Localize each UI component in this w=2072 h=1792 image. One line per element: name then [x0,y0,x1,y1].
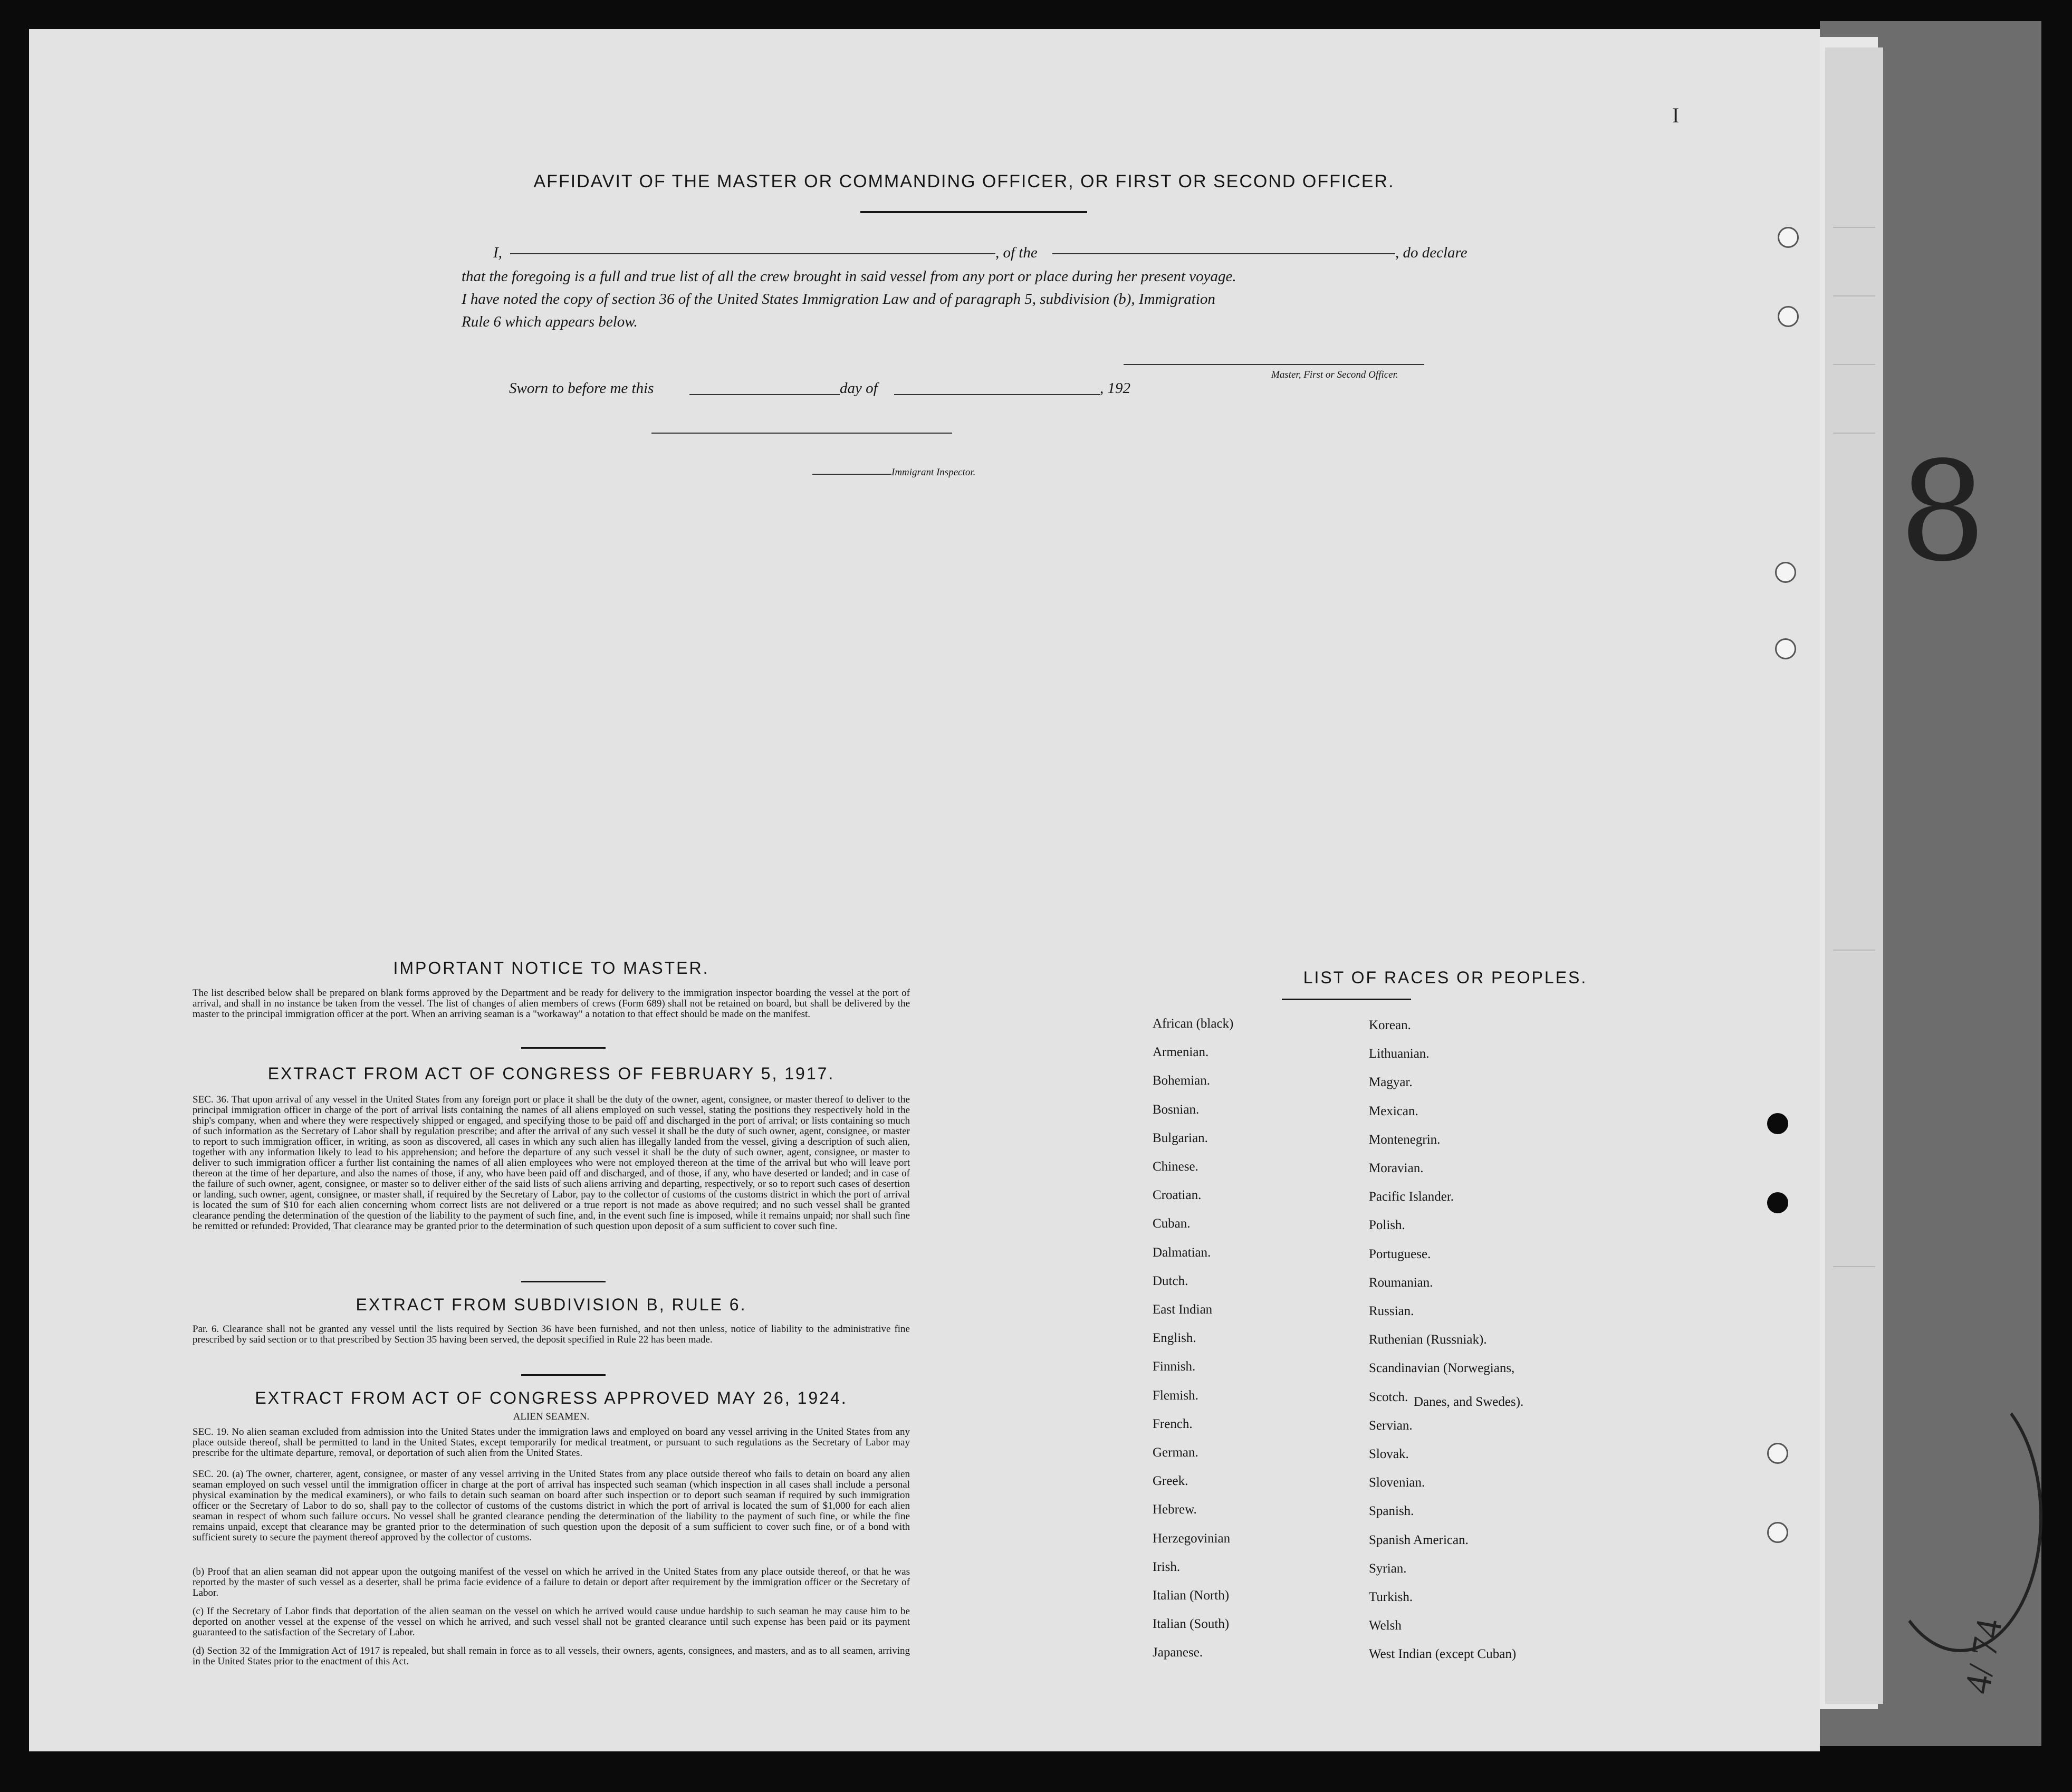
inspector-label: Immigrant Inspector. [891,467,976,478]
sworn-month-line[interactable] [894,394,1100,395]
race-item: Servian. [1369,1418,1413,1433]
master-signature-label: Master, First or Second Officer. [1271,369,1398,380]
section-rule [521,1281,606,1282]
ledger-rule [1833,227,1875,228]
race-item: Turkish. [1369,1590,1413,1604]
inspector-signature-line[interactable] [651,433,952,434]
race-item: Greek. [1153,1474,1188,1489]
punch-hole [1767,1522,1788,1543]
sworn-day-line[interactable] [689,394,840,395]
race-item: English. [1153,1331,1196,1346]
notice-title: IMPORTANT NOTICE TO MASTER. [393,959,709,978]
race-item: Syrian. [1369,1561,1407,1576]
vessel-field-line[interactable] [1052,253,1395,254]
affidavit-do-declare: , do declare [1395,244,1467,261]
punch-hole [1775,562,1796,583]
race-item: Ruthenian (Russniak). [1369,1333,1487,1347]
race-item: Scandinavian (Norwegians, [1369,1361,1515,1376]
races-title: LIST OF RACES OR PEOPLES. [1303,968,1588,987]
extract-rule6-title: EXTRACT FROM SUBDIVISION B, RULE 6. [356,1295,747,1314]
race-item: Bohemian. [1153,1074,1211,1088]
affidavit-i-label: I, [493,244,502,261]
ledger-rule [1833,1266,1875,1267]
punch-hole [1767,1443,1788,1464]
race-item: Lithuanian. [1369,1047,1430,1061]
race-item: Slovenian. [1369,1475,1425,1490]
punch-hole [1778,306,1799,327]
race-item: Moravian. [1369,1161,1424,1175]
race-item: Hebrew. [1153,1502,1197,1517]
race-item: Japanese. [1153,1645,1203,1660]
handwritten-note: 4/ 74 [1957,1616,2010,1697]
ledger-rule [1833,950,1875,951]
extract-1917-title: EXTRACT FROM ACT OF CONGRESS OF FEBRUARY 5, 1917. [267,1064,835,1083]
handwritten-page-number: 8 [1899,433,1987,592]
inspector-name-line[interactable] [812,474,891,475]
document-page [29,29,1820,1751]
race-item: Dutch. [1153,1273,1188,1288]
extract-1917-text: SEC. 36. That upon arrival of any vessel in the United States from any foreign port or place it shall be the duty of the owner, agent, consignee, or master thereof to deliver to the principal immigration officer in charge of the port of arrival lists containing the names of all aliens employed on such vessel, stating the positions they respectively hold in the ship's company, when and where they were respectively shipped or engaged, and specifying those to be paid off and discharged in the port of arrival; or lists containing so much of such information as the Secretary of Labor shall by regulation prescribe; and after the arrival of any such vessel it shall be the duty of such owner, agent, consignee, or master to report to such immigration officer, in writing, as soon as discovered, all cases in which any such alien has illegally landed from the vessel, giving a description of such alien, together with any information likely to lead to his apprehension; and before the departure of any such vessel it shall be the duty of such owner, agent, consignee, or master to deliver to such immigration officer a further list containing the names of all alien employees who were not employed thereon at the time of the arrival but who will leave port thereon at the time of her departure, and also the names of those, if any, who have been paid off and discharged, and of those, if any, who have deserted or landed; and in case of the failure of such owner, agent, consignee, or master so to deliver either of the said lists of such aliens arriving and departing, respectively, or so to report such cases of desertion or landing, such owner, agent, consignee, or master shall, if required by the Secretary of Labor, pay to the collector of customs of the customs district in which the port of arrival is located the sum of $10 for each alien concerning whom correct lists are not delivered or a true report is not made as above required; and no such vessel shall be granted clearance pending the determination of the question of the liability to the payment of such fine, and, in the event such fine is imposed, while it remains unpaid; nor shall such fine be remitted or refunded: Provided, That clearance may be granted prior to the determination of such question upon deposit of a sum sufficient to cover such fine. [193,1094,910,1232]
race-item: Herzegovinian [1153,1531,1231,1546]
race-item: Croatian. [1153,1188,1202,1203]
race-item: Cuban. [1153,1216,1191,1231]
race-item: Slovak. [1369,1447,1409,1461]
sec-20d-text: (d) Section 32 of the Immigration Act of 1917 is repealed, but shall remain in force as to all vessels, their owners, agents, consignees, and masters, and as to all seamen, arriving in the United States prior to the enactment of this Act. [193,1645,910,1667]
race-item: Korean. [1369,1018,1411,1032]
affidavit-of-the: , of the [995,244,1038,261]
race-item: West Indian (except Cuban) [1369,1647,1517,1662]
name-field-line[interactable] [510,253,995,254]
affidavit-line-4: Rule 6 which appears below. [462,313,638,330]
race-item: Portuguese. [1369,1247,1431,1261]
race-item: Scotch. [1369,1389,1408,1404]
race-item: Dalmatian. [1153,1245,1211,1260]
race-item: Roumanian. [1369,1275,1433,1290]
sec-20c-text: (c) If the Secretary of Labor finds that deportation of the alien seaman on the vessel on which he arrived would cause undue hardship to such seaman he may cause him to be deported on another vessel at the expense of the vessel on which he arrived, and such vessel shall not be granted clearance until such expense has been paid or its payment guaranteed to the satisfaction of the Secretary of Labor. [193,1606,910,1638]
race-item: Spanish American. [1369,1532,1469,1547]
punch-hole [1767,1192,1788,1213]
notice-text: The list described below shall be prepared on blank forms approved by the Department and be ready for delivery to the immigration inspector boarding the vessel at the port of arrival, and shall in no instance be taken from the vessel. The list of changes of alien members of crews (Form 689) shall not be retained on board, but shall be delivered by the master to the principal immigration officer at the port. When an arriving seaman is a "workaway" a notation to that effect should be made on the manifest. [193,988,910,1020]
race-item: French. [1153,1416,1193,1431]
race-item: Mexican. [1369,1104,1418,1118]
title-rule [860,211,1087,213]
affidavit-line-2: that the foregoing is a full and true list of all the crew brought in said vessel from any port or place during her present voyage. [462,268,1236,285]
race-item: Italian (North) [1153,1588,1230,1603]
section-rule [521,1374,606,1376]
sec-20a-text: SEC. 20. (a) The owner, charterer, agent, consignee, or master of any vessel arriving in the United States from any place outside thereof who fails to detain on board any alien seaman employed on such vessel until the immigration officer in charge at the port of arrival has inspected such seaman (which inspection in all cases shall include a personal physical examination by the medical examiners), or who fails to detain such seaman on board after such inspection or to deport such seaman if required by such immigration officer or the Secretary of Labor to do so, shall pay to the collector of customs of the customs district in which the port of arrival is located the sum of $1,000 for each alien seaman in respect of whom such failure occurs. No vessel shall be granted clearance pending the determination of the liability to the payment of such fine, or while the fine remains unpaid, except that clearance may be granted prior to the determination of such question upon the deposit of a sum sufficient to cover such fine, or of a bond with sufficient surety to secure the payment thereof approved by the collector of customs. [193,1469,910,1543]
alien-seamen-subtitle: ALIEN SEAMEN. [513,1411,590,1422]
race-item: Pacific Islander. [1369,1190,1454,1204]
ledger-rule [1833,433,1875,434]
race-item: African (black) [1153,1017,1234,1031]
race-item: East Indian [1153,1302,1213,1317]
race-item: Spanish. [1369,1504,1414,1519]
race-item: Bulgarian. [1153,1130,1208,1145]
extract-1924-title: EXTRACT FROM ACT OF CONGRESS APPROVED MAY 26, 1924. [255,1388,848,1407]
day-of-label: day of [840,380,878,397]
affidavit-line-3: I have noted the copy of section 36 of the United States Immigration Law and of paragraph 5, subdivision (b), Immigration [462,291,1215,308]
race-item: Chinese. [1153,1159,1198,1174]
master-signature-line[interactable] [1124,364,1424,365]
race-item: Polish. [1369,1218,1405,1233]
ledger-rule [1833,295,1875,296]
race-item: Italian (South) [1153,1617,1230,1632]
punch-hole [1767,1113,1788,1134]
races-rule [1282,999,1411,1000]
sec-20b-text: (b) Proof that an alien seaman did not appear upon the outgoing manifest of the vessel on which he arrived in the United States from any place outside thereof, or that he was reported by the master of such vessel as a deserter, shall be prima facie evidence of a failure to detain or deport after requirement by the immigration officer or the Secretary of Labor. [193,1566,910,1598]
race-item: Finnish. [1153,1359,1196,1374]
handwritten-arc [1878,1382,2042,1652]
race-item: Armenian. [1153,1045,1209,1060]
top-tick-mark: I [1672,103,1680,127]
race-item: Irish. [1153,1559,1181,1574]
race-item-continuation: Danes, and Swedes). [1414,1395,1524,1409]
affidavit-title: AFFIDAVIT OF THE MASTER OR COMMANDING OFFICER, OR FIRST OR SECOND OFFICER. [533,171,1395,191]
punch-hole [1778,227,1799,248]
sec-19-text: SEC. 19. No alien seaman excluded from admission into the United States under the immigration laws and employed on board any vessel arriving in the United States from any place outside thereof, shall be permitted to land in the United States, except temporarily for medical treatment, or pursuant to such regulations as the Secretary of Labor may prescribe for the ultimate departure, removal, or deportation of such alien from the United States. [193,1426,910,1459]
year-label: , 192 [1100,380,1130,397]
race-item: Magyar. [1369,1075,1413,1090]
race-item: Montenegrin. [1369,1132,1441,1147]
race-item: Russian. [1369,1304,1414,1318]
race-item: Bosnian. [1153,1102,1200,1117]
race-item: Flemish. [1153,1388,1198,1403]
ledger-rule [1833,364,1875,365]
race-item: Welsh [1369,1618,1402,1633]
extract-rule6-text: Par. 6. Clearance shall not be granted any vessel until the lists required by Section 36 have been furnished, and not then unless, notice of liability to the administrative fine prescribed by said section or to that prescribed by Section 35 having been served, the deposit specified in Rule 22 has been made. [193,1324,910,1345]
section-rule [521,1047,606,1049]
punch-hole [1775,638,1796,659]
race-item: German. [1153,1445,1198,1460]
sworn-label: Sworn to before me this [509,380,654,397]
